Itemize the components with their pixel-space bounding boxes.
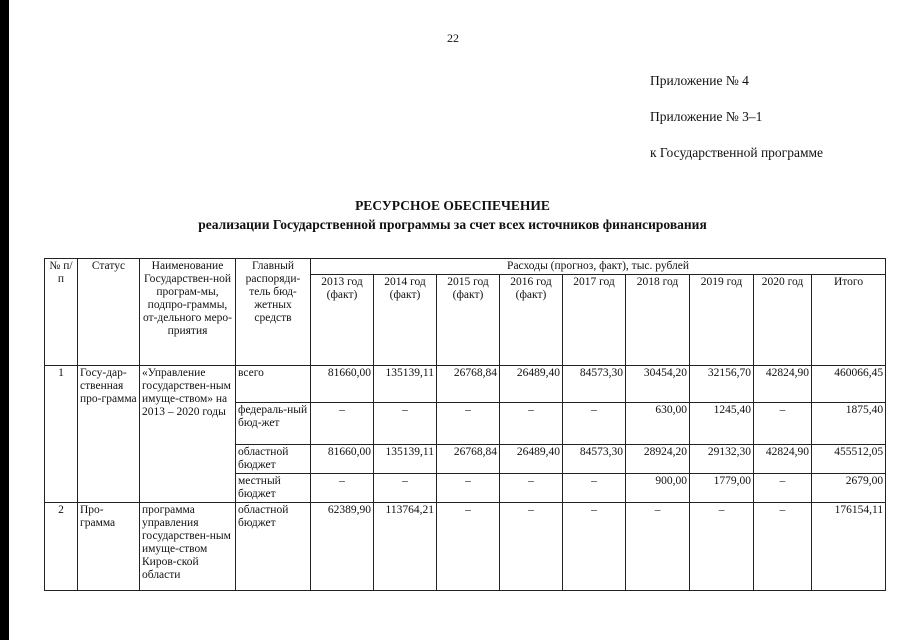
value-cell: 28924,20: [626, 445, 690, 474]
header-year: 2016 год (факт): [500, 275, 563, 366]
value-cell: –: [437, 474, 500, 503]
row-name: программа управления государствен-ным имуще-ством Киров-ской области: [140, 503, 236, 591]
appendix-line-3: к Государственной программе: [650, 145, 824, 160]
value-cell: 81660,00: [311, 445, 374, 474]
header-expenses: Расходы (прогноз, факт), тыс. рублей: [311, 259, 886, 275]
value-cell: 30454,20: [626, 366, 690, 403]
value-cell: 1245,40: [690, 403, 754, 445]
header-manager: Главный распоряди-тель бюд-жетных средств: [236, 259, 311, 366]
value-cell: 42824,90: [754, 366, 812, 403]
value-cell: 113764,21: [374, 503, 437, 591]
value-cell: 62389,90: [311, 503, 374, 591]
value-cell: 29132,30: [690, 445, 754, 474]
value-cell: –: [437, 503, 500, 591]
header-year: 2013 год (факт): [311, 275, 374, 366]
value-cell: –: [311, 403, 374, 445]
value-cell: 630,00: [626, 403, 690, 445]
header-status: Статус: [78, 259, 140, 366]
table-row: [45, 366, 886, 403]
value-cell: 1779,00: [690, 474, 754, 503]
source-label: местный бюджет: [236, 474, 311, 503]
resource-table: [44, 258, 886, 591]
value-cell: 135139,11: [374, 366, 437, 403]
value-cell: –: [374, 403, 437, 445]
appendix-line-2: Приложение № 3–1: [650, 109, 763, 124]
value-cell: 26489,40: [500, 445, 563, 474]
value-cell: –: [374, 474, 437, 503]
header-year: 2018 год: [626, 275, 690, 366]
header-num: № п/п: [45, 259, 78, 366]
row-status: Про-грамма: [78, 503, 140, 591]
value-cell: –: [754, 403, 812, 445]
total-cell: 176154,11: [812, 503, 886, 591]
source-label: федераль-ный бюд-жет: [236, 403, 311, 445]
value-cell: 32156,70: [690, 366, 754, 403]
value-cell: –: [500, 474, 563, 503]
row-status: Госу-дар-ственная про-грамма: [78, 366, 140, 503]
source-label: областной бюджет: [236, 503, 311, 591]
value-cell: –: [500, 503, 563, 591]
value-cell: 84573,30: [563, 445, 626, 474]
header-year: 2017 год: [563, 275, 626, 366]
value-cell: 42824,90: [754, 445, 812, 474]
total-cell: 1875,40: [812, 403, 886, 445]
value-cell: –: [500, 403, 563, 445]
total-cell: 460066,45: [812, 366, 886, 403]
appendix-line-1: Приложение № 4: [650, 73, 749, 88]
value-cell: –: [563, 503, 626, 591]
value-cell: –: [437, 403, 500, 445]
value-cell: 84573,30: [563, 366, 626, 403]
value-cell: –: [563, 403, 626, 445]
value-cell: 26768,84: [437, 445, 500, 474]
value-cell: –: [563, 474, 626, 503]
header-year: 2014 год (факт): [374, 275, 437, 366]
value-cell: 135139,11: [374, 445, 437, 474]
value-cell: 81660,00: [311, 366, 374, 403]
page-number: 22: [447, 31, 459, 45]
total-cell: 2679,00: [812, 474, 886, 503]
value-cell: –: [626, 503, 690, 591]
total-cell: 455512,05: [812, 445, 886, 474]
header-year: 2019 год: [690, 275, 754, 366]
value-cell: –: [754, 474, 812, 503]
table-row: [45, 503, 886, 591]
value-cell: –: [690, 503, 754, 591]
value-cell: –: [311, 474, 374, 503]
row-name: «Управление государствен-ным имуще-ством» на 2013 – 2020 годы: [140, 366, 236, 503]
header-name: Наименование Государствен-ной програм-мы, подпро-граммы, от-дельного меро-приятия: [140, 259, 236, 366]
row-num: 2: [45, 503, 78, 591]
value-cell: –: [754, 503, 812, 591]
header-total: Итого: [812, 275, 886, 366]
header-year: 2015 год (факт): [437, 275, 500, 366]
value-cell: 26489,40: [500, 366, 563, 403]
source-label: областной бюджет: [236, 445, 311, 474]
source-label: всего: [236, 366, 311, 403]
value-cell: 26768,84: [437, 366, 500, 403]
scan-edge-bar: [0, 0, 9, 640]
document-subtitle: реализации Государственной программы за счет всех источников финансирования: [198, 217, 707, 232]
row-num: 1: [45, 366, 78, 503]
header-year: 2020 год: [754, 275, 812, 366]
document-title: РЕСУРСНОЕ ОБЕСПЕЧЕНИЕ: [355, 198, 550, 213]
value-cell: 900,00: [626, 474, 690, 503]
